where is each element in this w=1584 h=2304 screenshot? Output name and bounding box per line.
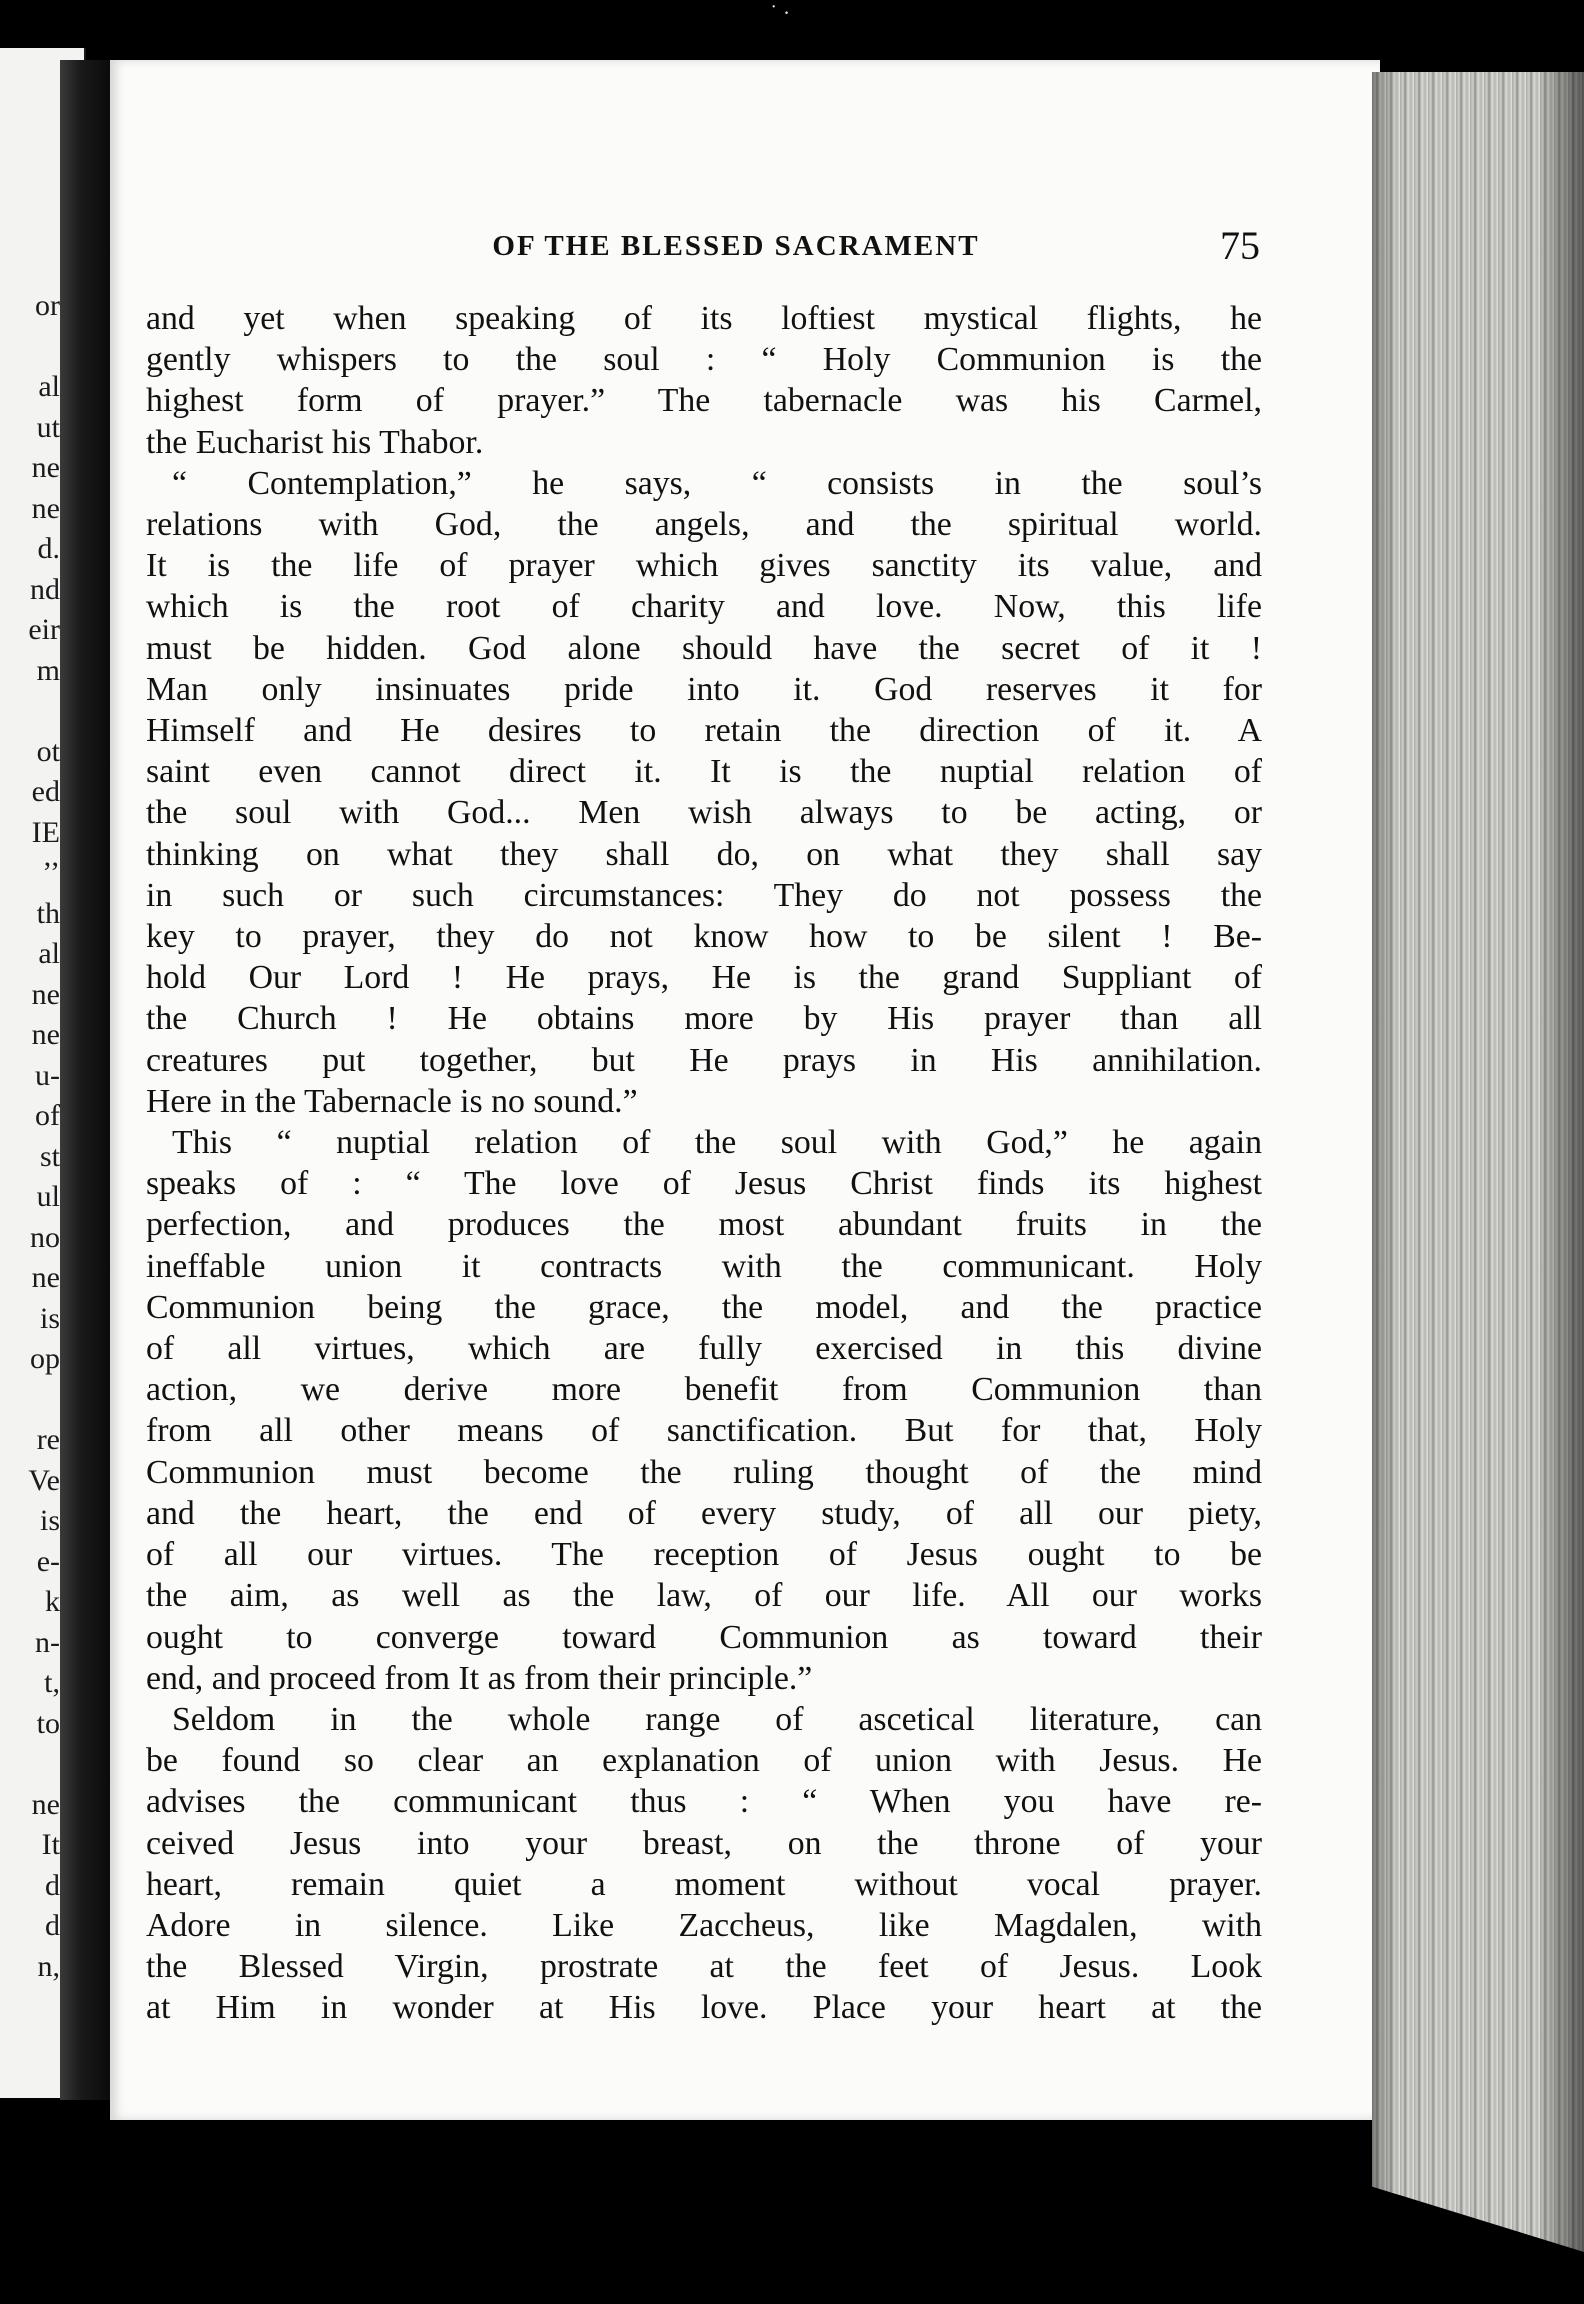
text-line: and yet when speaking of its loftiest mystical flights, he	[146, 300, 1262, 337]
text-line: end, and proceed from It as from their principle.”	[146, 1659, 813, 1697]
facing-page-fragment: d	[45, 1868, 60, 1902]
facing-page-fragment: re	[36, 1423, 60, 1456]
text-line: the soul with God... Men wish always to be acting, or	[146, 794, 1262, 832]
facing-page-fragment: ed	[31, 775, 60, 808]
facing-page-fragment: Ve	[28, 1463, 60, 1497]
text-line: which is the root of charity and love. Now, this life	[146, 588, 1262, 626]
text-line: must be hidden. God alone should have the secret of it !	[146, 629, 1262, 667]
facing-page-fragment: no	[30, 1220, 60, 1254]
facing-page-fragment	[0, 1744, 60, 1785]
text-line: the Eucharist his Thabor.	[146, 423, 484, 461]
facing-page-fragment: nd	[30, 572, 60, 606]
text-line: ought to converge toward Communion as toward their	[146, 1618, 1262, 1656]
text-line: ineffable union it contracts with the communicant. Holy	[146, 1247, 1262, 1285]
facing-page-fragment: st	[39, 1139, 60, 1173]
facing-page-fragment	[0, 1380, 60, 1421]
body-text	[146, 298, 1262, 2029]
text-line: Seldom in the whole range of ascetical literature, can	[172, 1700, 1262, 1738]
text-line: of all our virtues. The reception of Jesus ought to be	[146, 1536, 1262, 1574]
text-line: at Him in wonder at His love. Place your heart at the	[146, 1989, 1262, 2027]
book-gutter	[60, 60, 112, 2100]
fore-edge-dark-band	[1540, 72, 1584, 2252]
facing-page-fragment: is	[39, 1504, 60, 1537]
facing-page-fragment: al	[38, 370, 60, 403]
book-page	[110, 60, 1380, 2120]
text-line: and the heart, the end of every study, of all our piety,	[146, 1494, 1262, 1532]
text-line: highest form of prayer.” The tabernacle was his Carmel,	[146, 382, 1262, 420]
text-line: relations with God, the angels, and the spiritual world.	[146, 506, 1262, 544]
text-line: gently whispers to the soul : “ Holy Communion is the	[146, 341, 1262, 379]
facing-page-fragment	[0, 691, 60, 732]
facing-page-fragment: ne	[31, 1018, 60, 1051]
text-line: key to prayer, they do not know how to be silent ! Be-	[146, 918, 1262, 956]
text-line: This “ nuptial relation of the soul with God,” he again	[172, 1124, 1262, 1162]
text-line: the Church ! He obtains more by His prayer than all	[146, 1000, 1262, 1038]
facing-page-fragment: or	[35, 289, 60, 322]
text-line: Communion being the grace, the model, and the practice	[146, 1288, 1262, 1326]
facing-page-fragment: to	[36, 1706, 60, 1740]
facing-page-fragment: u-	[35, 1058, 60, 1092]
facing-page-fragment: ’’	[42, 856, 60, 889]
facing-page-fragment: of	[35, 1099, 60, 1132]
facing-page-fragment: n,	[37, 1949, 60, 1983]
facing-page-fragment: ne	[31, 1787, 60, 1821]
text-line: be found so clear an explanation of union with Jesus. He	[146, 1742, 1262, 1780]
text-line: ceived Jesus into your breast, on the throne of your	[146, 1824, 1262, 1862]
scan-specks: ˙ ·	[770, 0, 791, 25]
text-line: Man only insinuates pride into it. God reserves it for	[146, 670, 1262, 708]
text-line: “ Contemplation,” he says, “ consists in the soul’s	[172, 464, 1262, 502]
facing-page-fragment: k	[45, 1585, 60, 1618]
text-line: the Blessed Virgin, prostrate at the feet of Jesus. Look	[146, 1948, 1262, 1986]
text-line: Communion must become the ruling thought of the mind	[146, 1453, 1262, 1491]
facing-page-fragment: ut	[36, 410, 60, 444]
text-line: Here in the Tabernacle is no sound.”	[146, 1082, 638, 1120]
facing-page-fragment: e-	[36, 1544, 60, 1578]
facing-page-fragment: ul	[36, 1180, 60, 1213]
facing-page-fragment: ne	[31, 491, 60, 525]
facing-page-fragment: al	[38, 937, 60, 970]
text-line: from all other means of sanctification. But for that, Holy	[146, 1412, 1262, 1450]
facing-page-fragment: op	[30, 1342, 60, 1375]
text-line: Adore in silence. Like Zaccheus, like Magdalen, with	[146, 1906, 1262, 1944]
facing-page-fragment: ne	[31, 1261, 60, 1294]
facing-page-fragment: m	[36, 653, 60, 687]
facing-page-fragment: ot	[36, 734, 60, 768]
text-line: creatures put together, but He prays in His annihilation.	[146, 1041, 1262, 1079]
text-line: speaks of : “ The love of Jesus Christ finds its highest	[146, 1165, 1262, 1203]
facing-page-fragment: d	[45, 1909, 60, 1942]
facing-page-fragment: ne	[31, 451, 60, 484]
facing-page-fragment: eir	[28, 613, 60, 646]
fore-edge-shadow	[1372, 72, 1398, 2192]
page-number: 75	[1220, 223, 1260, 268]
facing-page-fragment: IE	[31, 815, 60, 849]
text-line: hold Our Lord ! He prays, He is the grand Suppliant of	[146, 959, 1262, 997]
text-line: saint even cannot direct it. It is the nuptial relation of	[146, 753, 1262, 791]
text-line: heart, remain quiet a moment without vocal prayer.	[146, 1865, 1262, 1903]
text-line: thinking on what they shall do, on what they shall say	[146, 835, 1262, 873]
text-line: in such or such circumstances: They do not possess the	[146, 876, 1262, 914]
facing-page-fragment: ne	[31, 977, 60, 1011]
running-head: OF THE BLESSED SACRAMENT	[492, 230, 980, 262]
text-line: of all virtues, which are fully exercised in this divine	[146, 1330, 1262, 1368]
text-line: Himself and He desires to retain the direction of it. A	[146, 712, 1262, 750]
facing-page-fragment	[0, 327, 60, 368]
text-line: perfection, and produces the most abundant fruits in the	[146, 1206, 1262, 1244]
facing-page-fragment: is	[39, 1301, 60, 1335]
facing-page-fragment: n-	[35, 1625, 60, 1659]
text-line: It is the life of prayer which gives sanctity its value, and	[146, 547, 1262, 585]
facing-page-fragments	[0, 286, 60, 1987]
text-line: the aim, as well as the law, of our life. All our works	[146, 1577, 1262, 1615]
text-line: advises the communicant thus : “ When you have re-	[146, 1783, 1262, 1821]
facing-page-fragment: d.	[37, 532, 60, 565]
facing-page-fragment: It	[41, 1828, 60, 1861]
facing-page-fragment: th	[36, 896, 60, 930]
text-line: action, we derive more benefit from Communion than	[146, 1371, 1262, 1409]
facing-page-fragment: t,	[44, 1666, 60, 1699]
